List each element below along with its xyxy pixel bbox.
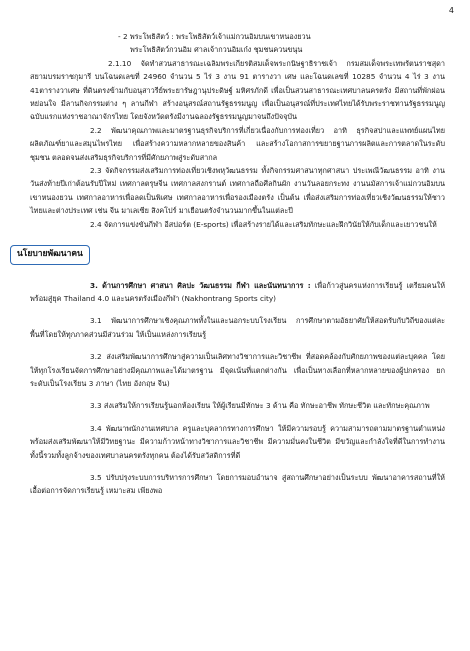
paragraph-2-2: 2.2 พัฒนาคุณภาพและมาตรฐานธุรกิจบริการที่เกี่ยวเนื่องกับการท่องเที่ยว อาทิ ธุรกิจสปาและแพทย์แผนไทย ผลิตภัณฑ์ยาและสมุนไพรไทย เพื่อสร้างความหลากหลายของสินค้า และสร้างโอกาสการขยายฐานการผลิตและการตลาดในระดับชุมชน ตลอดจนส่งเสริมธุรกิจบริการที่มีศักยภาพสู่ระดับสากล <box>30 125 445 162</box>
paragraph-2-4: 2.4 จัดการแข่งขันกีฬา อีสปอร์ต (E-sports) เพื่อสร้างรายได้และเสริมทักษะและฝึกวินัยให้กับเด็กและเยาวชนให้ <box>90 219 437 229</box>
page-number: 4 <box>448 6 454 15</box>
paragraph-3-2: 3.2 ส่งเสริมพัฒนาการศึกษาสู่ความเป็นเลิศทางวิชาการและวิชาชีพ ที่สอดคล้องกับศักยภาพของแต่ละบุคคล โดยให้ทุกโรงเรียนจัดการศึกษาอย่างมีคุณภาพและได้มาตรฐาน มีจุดเน้นที่แตกต่างกัน เพื่อเป็นทางเลือกที่หลากหลายของผู้ปกครอง ยกระดับเป็นโรงเรียน 3 ภาษา (ไทย อังกฤษ จีน) <box>30 352 445 388</box>
page-content <box>17 30 446 498</box>
paragraph-2-3: 2.3 จัดกิจกรรมส่งเสริมการท่องเที่ยวเชิงพหุวัฒนธรรม ทั้งกิจกรรมศาสนาทุกศาสนา ประเพณีวัฒนธรรม อาทิ งานวันส่งท้ายปีเก่าต้อนรับปีใหม่ เทศกาลตรุษจีน เทศกาลสงกรานต์ เทศกาลถือศีลกินผัก งานวันลอยกระทง งานนมัสการเจ้าแม่กวนอิมบนเขาหนองยวน เทศกาลอาหารเพื่อลดเป็นพิเศษ เทศกาลอาหารเพื่อรองเมืองตรัง เป็นต้น เพื่อส่งเสริมการท่องเที่ยวเชิงวัฒนธรรมให้ชาวไทยและต่างประเทศ เช่น จีน มาเลเซีย สิงคโปร์ มาเยือนตรังจำนวนมากขึ้นในแต่ละปี <box>30 166 445 216</box>
section-heading-box: นโยบายพัฒนาคน <box>10 245 90 264</box>
paragraph-3-4: 3.4 พัฒนาพนักงานเทศบาล ครูและบุคลากรทางการศึกษา ให้มีความรอบรู้ ความสามารถตามมาตรฐานตำแหน่ง พร้อมส่งเสริมพัฒนาให้มีวิทยฐานะ มีความก้าวหน้าทางวิชาการและวิชาชีพ มีความมั่นคงในชีวิต มีขวัญและกำลังใจที่ดีในการทำงาน ทั้งนี้รวมทั้งลูกจ้างของเทศบาลนครตรังทุกคน ต้องได้รับสวัสดิการที่ดี <box>30 423 445 460</box>
section-3-title-rest: เพื่อก้าวสู่นครแห่งการเรียนรู้ เตรียมคนให้พร้อมสู่ยุค Thailand 4.0 และนครตรังเมืองกีฬา (Nakhontrang Sports city) <box>30 280 446 303</box>
bullet-line: พระโพธิสัตว์กวนอิม ศาลเจ้ากวนอิมเก๋ง ชุมชนควนขนุน <box>130 45 303 55</box>
bullet-line: - 2 พระโพธิสัตว์ : พระโพธิสัตว์เจ้าแม่กวนอิมบนเขาหนองยวน <box>118 32 311 41</box>
section-3-intro <box>30 279 445 306</box>
paragraph-3-3: 3.3 ส่งเสริมให้การเรียนรู้นอกห้องเรียน ให้ผู้เรียนมีทักษะ 3 ด้าน คือ ทักษะอาชีพ ทักษะชีวิต และทักษะคุณภาพ <box>90 401 430 411</box>
section-3-title: 3. ด้านการศึกษา ศาสนา ศิลปะ วัฒนธรรม กีฬา และนันทนาการ : <box>90 280 311 290</box>
paragraph-3-5: 3.5 ปรับปรุงระบบการบริหารการศึกษา โดยการมอบอำนาจ สู่สถานศึกษาอย่างเป็นระบบ พัฒนาอาคารสถานที่ให้เอื้อต่อการจัดการเรียนรู้ เหมาะสม เพียงพอ <box>30 472 445 496</box>
paragraph-3-1: 3.1 พัฒนาการศึกษาเชิงคุณภาพทั้งในและนอกระบบโรงเรียน การศึกษาตามอัธยาศัยให้สอดรับกับวิถีของแต่ละพื้นที่โดยให้ทุกภาคส่วนมีส่วนร่วม ให้เป็นแหล่งการเรียนรู้ <box>30 316 445 339</box>
paragraph-2-1-10: 2.1.10 จัดทำสวนสาธารณะเฉลิมพระเกียรติสมเด็จพระกนิษฐาธิราชเจ้า กรมสมเด็จพระเทพรัตนราชสุดา สยามบรมราชกุมารี บนโฉนดเลขที่ 24960 จำนวน 5 ไร่ 3 งาน 91 ตารางวา เศษ และโฉนดเลขที่ 10285 จำนวน 4 ไร่ 3 งาน 41ตารางวาเศษ ที่ดินตรงข้ามกับอนุสาวรีย์พระยารัษฎานุประดิษฐ์ มหิศรภักดี เพื่อเป็นสวนสาธารณะเทศบาลนครตรัง มีสถานที่พักผ่อนหย่อนใจ มีลานกิจกรรมต่าง ๆ ลานกีฬา สร้างอนุสรณ์สถานรัฐธรรมนูญ เพื่อเป็นอนุสรณ์ที่ประเทศไทยได้รับพระราชทานรัฐธรรมนูญฉบับแรกแห่งราชอาณาจักรไทย โดยจังหวัดตรังมีงานฉลองรัฐธรรมนูญมาจนถึงปัจจุบัน <box>30 58 445 122</box>
